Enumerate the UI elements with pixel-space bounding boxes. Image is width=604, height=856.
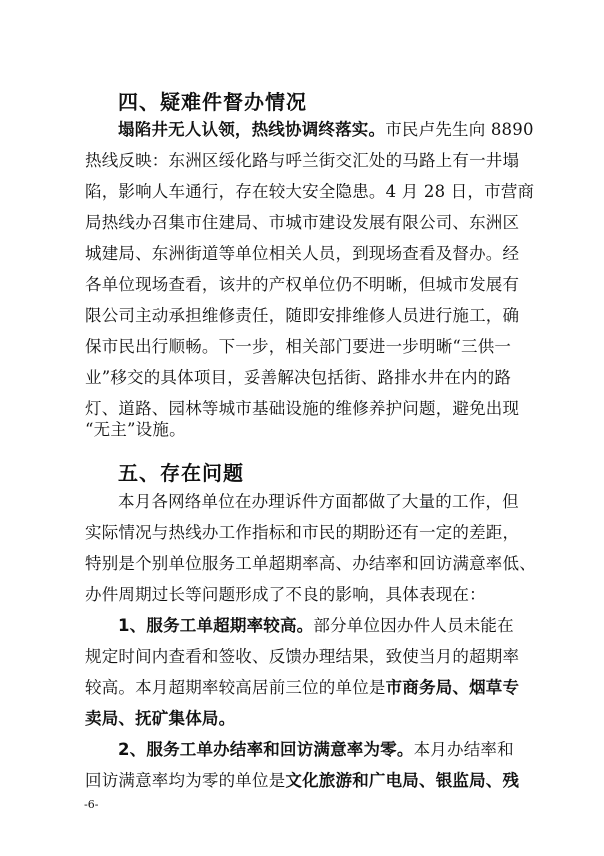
p2-title: 2、服务工单办结率和回访满意率为零。 (118, 740, 414, 759)
p1-units-a: 市商务局、烟草专 (385, 678, 520, 697)
section-heading-4: 四、疑难件督办情况 (118, 90, 307, 114)
p2-line-0: 2、服务工单办结率和回访满意率为零。本月办结率和 (118, 740, 514, 759)
intro-line-0: 本月各网络单位在办理诉件方面都做了大量的工作，但 (118, 492, 519, 511)
case-line-6: 限公司主动承担维修责任，随即安排维修人员进行施工，确 (85, 306, 520, 325)
case-line-8: 业”移交的具体项目，妥善解决包括街、路排水井在内的路 (85, 368, 512, 387)
case-line-2: 陷，影响人车通行，存在较大安全隐患。4 月 28 日，市营商 (85, 182, 535, 201)
case-text: 市民卢先生向 8890 (385, 120, 534, 139)
p1-line-0: 1、服务工单超期率较高。部分单位因办件人员未能在 (118, 616, 514, 635)
p1-title: 1、服务工单超期率较高。 (118, 616, 314, 635)
p2-line-1: 回访满意率均为零的单位是文化旅游和广电局、银监局、残 (85, 771, 520, 790)
p1-line-2: 较高。本月超期率较高居前三位的单位是市商务局、烟草专 (85, 678, 520, 697)
intro-line-1: 实际情况与热线办工作指标和市民的期盼还有一定的差距， (85, 523, 520, 542)
page-number: -6- (84, 798, 99, 811)
case-line-10: “无主”设施。 (85, 420, 186, 439)
case-line-9: 灯、道路、园林等城市基础设施的维修养护问题，避免出现 (85, 399, 520, 418)
intro-line-3: 办件周期过长等问题形成了不良的影响，具体表现在： (85, 585, 486, 604)
p2-units: 文化旅游和广电局、银监局、残 (285, 771, 520, 790)
intro-line-2: 特别是个别单位服务工单超期率高、办结率和回访满意率低、 (85, 554, 536, 573)
case-line-0 (118, 120, 534, 140)
case-line-7: 保市民出行顺畅。下一步，相关部门要进一步明晰“三供一 (85, 337, 512, 356)
case-line-4: 城建局、东洲街道等单位相关人员，到现场查看及督办。经 (85, 244, 520, 263)
case-line-5: 各单位现场查看，该井的产权单位仍不明晰，但城市发展有 (85, 275, 520, 294)
case-line-1: 热线反映：东洲区绥化路与呼兰街交汇处的马路上有一井塌 (85, 151, 520, 170)
p1-line-1: 规定时间内查看和签收、反馈办理结果，致使当月的超期率 (85, 647, 520, 666)
p1-units-b: 卖局、抚矿集体局。 (85, 709, 236, 728)
case-title: 塌陷井无人认领，热线协调终落实。 (118, 120, 386, 139)
case-line-3: 局热线办召集市住建局、市城市建设发展有限公司、东洲区 (85, 213, 520, 232)
section-heading-5: 五、存在问题 (118, 461, 244, 485)
